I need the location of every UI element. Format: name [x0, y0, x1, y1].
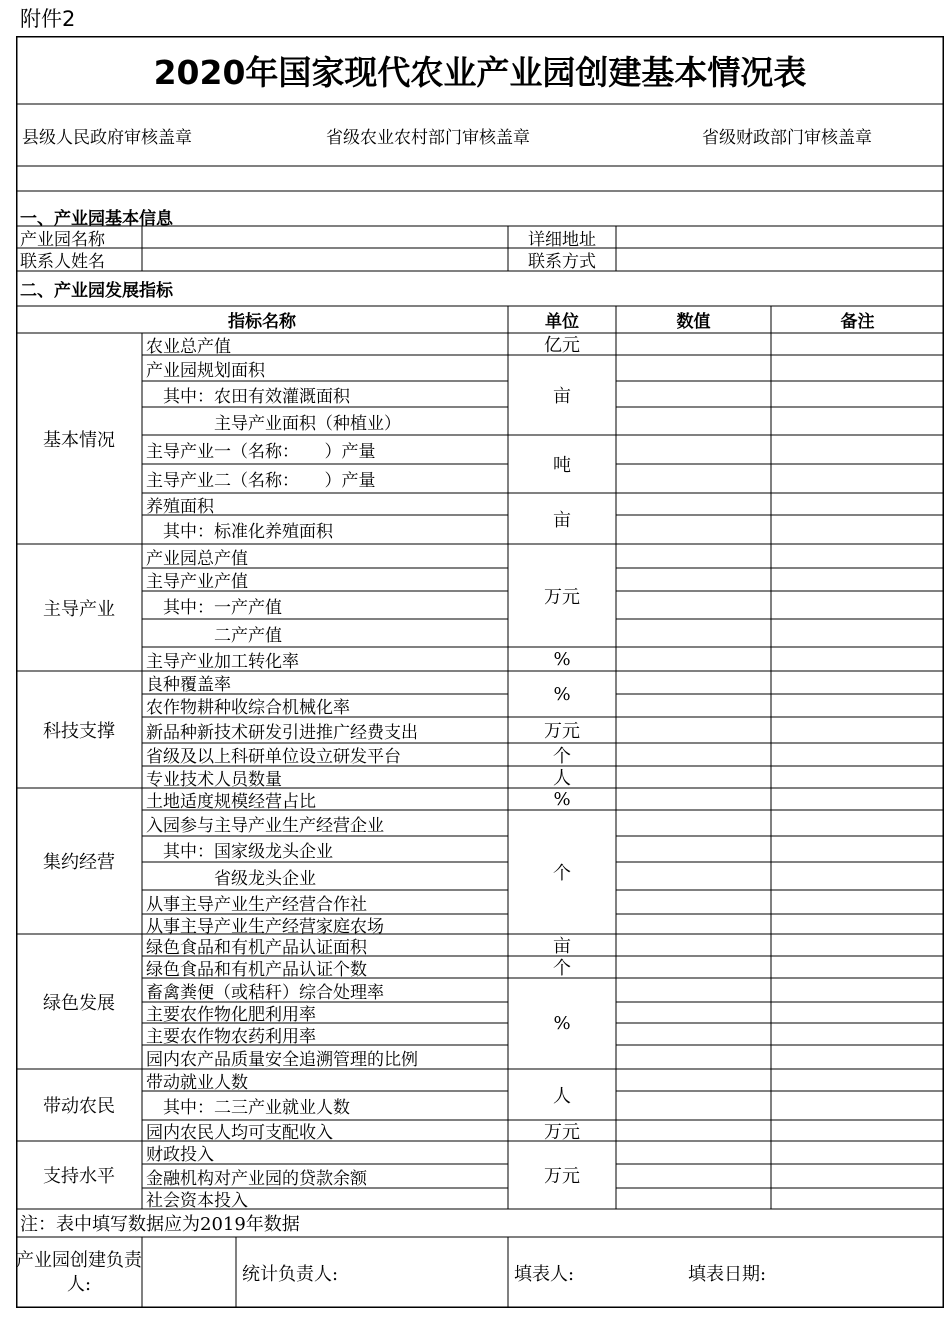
unit-cell: 亩: [553, 936, 571, 956]
info-label: 联系人姓名: [20, 251, 105, 270]
unit-cell: 万元: [544, 721, 580, 742]
indicator-name: 金融机构对产业园的贷款余额: [146, 1168, 367, 1188]
unit-cell: 人: [553, 768, 571, 788]
indicator-name: 专业技术人员数量: [146, 769, 282, 788]
indicator-name: 财政投入: [146, 1145, 214, 1164]
info-label: 详细地址: [528, 229, 596, 248]
indicator-name: 其中：国家级龙头企业: [146, 841, 333, 862]
indicator-name: 养殖面积: [146, 496, 214, 515]
indicator-name: 绿色食品和有机产品认证面积: [146, 937, 367, 956]
indicator-name: 主要农作物农药利用率: [146, 1026, 316, 1045]
indicator-name: 省级龙头企业: [146, 868, 316, 889]
header-unit: 单位: [545, 312, 579, 332]
unit-cell: %: [553, 683, 571, 705]
indicator-name: 省级及以上科研单位设立研发平台: [146, 747, 401, 766]
header-note: 备注: [840, 312, 875, 332]
section2-heading: 二、产业园发展指标: [20, 280, 173, 301]
indicator-name: 其中：一产产值: [146, 597, 282, 618]
indicator-name: 从事主导产业生产经营家庭农场: [146, 916, 384, 934]
unit-cell: %: [553, 788, 571, 810]
indicator-name: 主要农作物化肥利用率: [146, 1005, 316, 1023]
report-table: [16, 36, 944, 1308]
unit-cell: 亩: [553, 386, 571, 407]
indicator-name: 农作物耕种收综合机械化率: [146, 698, 350, 717]
indicator-name: 新品种新技术研发引进推广经费支出: [146, 722, 418, 743]
indicator-name: 主导产业二（名称： ）产量: [146, 471, 376, 491]
indicator-name: 社会资本投入: [146, 1191, 248, 1209]
unit-cell: 吨: [553, 455, 571, 476]
indicator-name: 其中：农田有效灌溉面积: [146, 386, 350, 407]
stamp-county: 县级人民政府审核盖章: [22, 127, 192, 148]
signer-lead-label: 产业园创建负责人:: [16, 1249, 142, 1295]
indicator-name: 二产产值: [146, 625, 282, 646]
indicator-name: 农业总产值: [146, 336, 231, 355]
unit-cell: 亩: [553, 509, 571, 531]
group-label: 带动农民: [43, 1096, 115, 1117]
header-indicator-name: 指标名称: [228, 312, 296, 332]
indicator-name: 主导产业产值: [146, 572, 248, 591]
indicator-name: 从事主导产业生产经营合作社: [146, 894, 367, 914]
indicator-name: 带动就业人数: [146, 1072, 248, 1091]
group-label: 支持水平: [43, 1166, 115, 1187]
table-title: 2020年国家现代农业产业园创建基本情况表: [153, 52, 807, 92]
indicator-name: 主导产业一（名称： ）产量: [146, 442, 376, 462]
indicator-name: 园内农民人均可支配收入: [146, 1123, 333, 1141]
attachment-label: 附件2: [20, 7, 76, 31]
group-label: 集约经营: [43, 852, 115, 873]
indicator-name: 绿色食品和有机产品认证个数: [146, 959, 367, 978]
unit-cell: 个: [553, 863, 571, 884]
unit-cell: 万元: [544, 1121, 580, 1141]
unit-cell: 万元: [544, 586, 580, 608]
info-label: 联系方式: [528, 251, 596, 270]
indicator-name: 产业园总产值: [146, 548, 248, 568]
indicator-name: 土地适度规模经营占比: [146, 791, 316, 810]
indicator-name: 良种覆盖率: [146, 675, 231, 694]
unit-cell: %: [553, 1013, 571, 1034]
footnote: 注：表中填写数据应为2019年数据: [20, 1214, 300, 1235]
unit-cell: %: [553, 648, 571, 670]
signer-date-label: 填表日期:: [688, 1263, 767, 1285]
stamp-province-finance: 省级财政部门审核盖章: [702, 127, 872, 148]
info-label: 产业园名称: [20, 229, 105, 248]
unit-cell: 亿元: [544, 335, 580, 355]
group-label: 基本情况: [43, 429, 115, 451]
section1-heading: 一、产业园基本信息: [20, 208, 173, 227]
indicator-name: 畜禽粪便（或秸秆）综合处理率: [146, 982, 384, 1002]
indicator-name: 其中：标准化养殖面积: [146, 522, 333, 542]
indicator-name: 主导产业面积（种植业）: [146, 413, 401, 434]
group-label: 绿色发展: [43, 992, 115, 1014]
indicator-name: 入园参与主导产业生产经营企业: [146, 815, 384, 836]
stamp-province-agri: 省级农业农村部门审核盖章: [326, 127, 530, 148]
group-label: 科技支撑: [43, 720, 115, 742]
indicator-name: 主导产业加工转化率: [146, 651, 299, 671]
group-label: 主导产业: [43, 598, 115, 620]
header-value: 数值: [676, 312, 711, 332]
unit-cell: 个: [553, 958, 571, 978]
unit-cell: 万元: [544, 1166, 580, 1187]
unit-cell: 个: [553, 745, 571, 766]
signer-filler-label: 填表人:: [514, 1263, 575, 1285]
indicator-name: 产业园规划面积: [146, 360, 265, 381]
unit-cell: 人: [553, 1085, 571, 1107]
indicator-name: 其中：二三产业就业人数: [146, 1098, 350, 1118]
indicator-name: 园内农产品质量安全追溯管理的比例: [146, 1049, 418, 1069]
signer-stats-label: 统计负责人:: [242, 1263, 339, 1285]
